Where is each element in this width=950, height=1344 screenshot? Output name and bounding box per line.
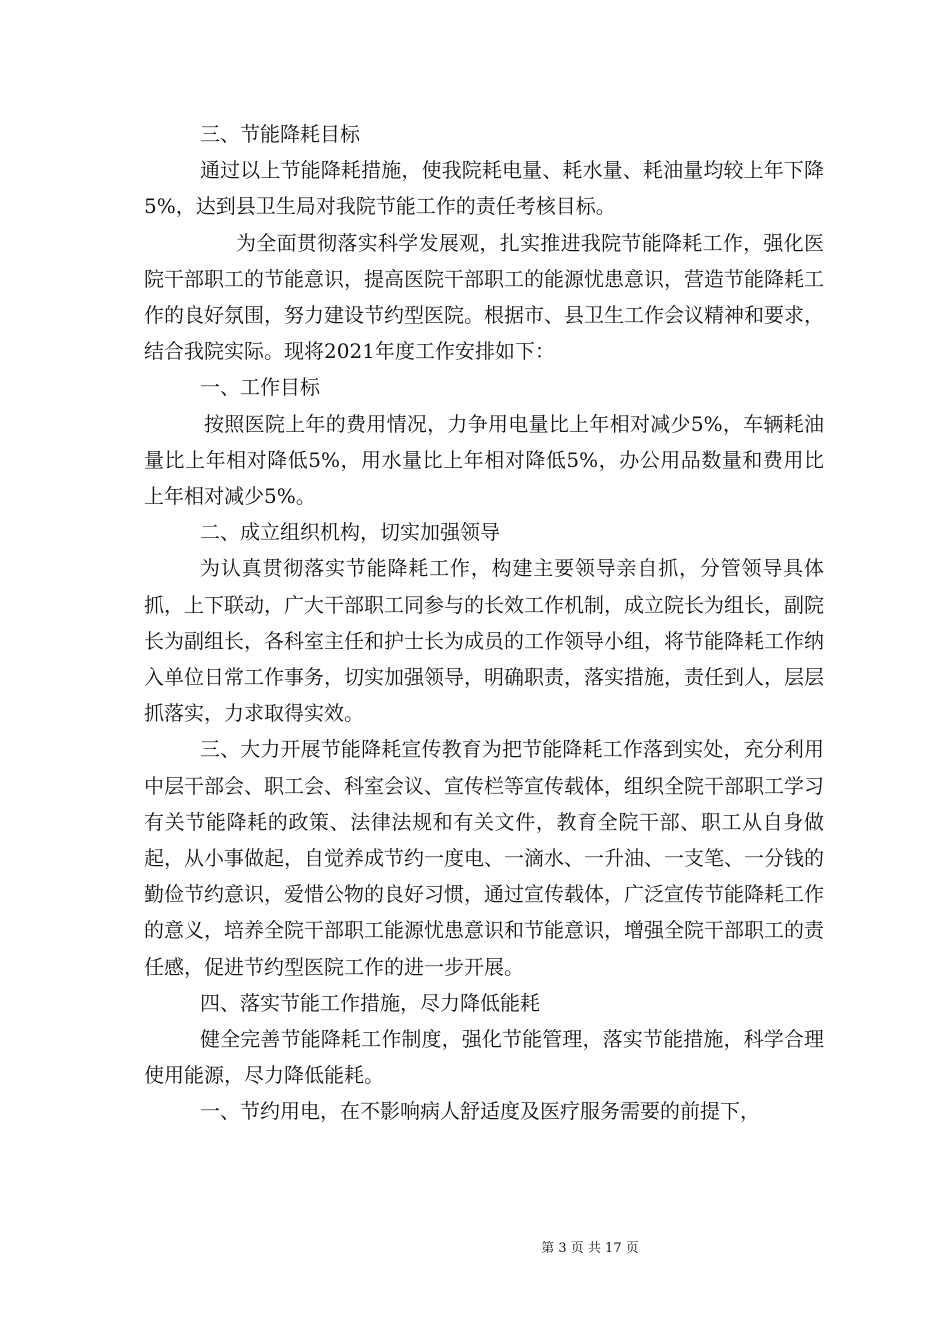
paragraph: 为全面贯彻落实科学发展观，扎实推进我院节能降耗工作，强化医院干部职工的节能意识，提高医院干部职工的能源忧患意识，营造节能降耗工作的良好氛围，努力建设节约型医院。根据市、县卫生工作会议精神和要求，结合我院实际。现将2021年度工作安排如下：: [144, 230, 824, 364]
paragraph: 按照医院上年的费用情况，力争用电量比上年相对减少5%，车辆耗油量比上年相对降低5%，用水量比上年相对降低5%，办公用品数量和费用比上年相对减少5%。: [144, 411, 824, 509]
section-heading: 四、落实节能工作措施，尽力降低能耗: [200, 990, 540, 1015]
paragraph: 三、大力开展节能降耗宣传教育为把节能降耗工作落到实处，充分利用中层干部会、职工会、科室会议、宣传栏等宣传载体，组织全院干部职工学习有关节能降耗的政策、法律法规和有关文件，教育全院干部、职工从自身做起，从小事做起，自觉养成节约一度电、一滴水、一升油、一支笔、一分钱的勤俭节约意识，爱惜公物的良好习惯，通过宣传载体，广泛宣传节能降耗工作的意义，培养全院干部职工能源忧患意识和节能意识，增强全院干部职工的责任感，促进节约型医院工作的进一步开展。: [144, 737, 824, 979]
page-number: 第 3 页 共 17 页: [541, 1241, 639, 1256]
paragraph: 通过以上节能降耗措施，使我院耗电量、耗水量、耗油量均较上年下降5%，达到县卫生局对我院节能工作的责任考核目标。: [144, 158, 824, 219]
paragraph: 为认真贯彻落实节能降耗工作，构建主要领导亲自抓，分管领导具体抓，上下联动，广大干部职工同参与的长效工作机制，成立院长为组长，副院长为副组长，各科室主任和护士长为成员的工作领导小组，将节能降耗工作纳入单位日常工作事务，切实加强领导，明确职责，落实措施，责任到人，层层抓落实，力求取得实效。: [144, 556, 824, 726]
paragraph: 一、节约用电，在不影响病人舒适度及医疗服务需要的前提下，: [200, 1099, 760, 1124]
section-heading: 二、成立组织机构，切实加强领导: [200, 520, 500, 545]
paragraph: 健全完善节能降耗工作制度，强化节能管理，落实节能措施，科学合理使用能源，尽力降低能耗。: [144, 1027, 824, 1088]
section-heading: 一、工作目标: [200, 375, 320, 400]
section-heading: 三、节能降耗目标: [200, 122, 360, 146]
document-body: [144, 116, 824, 1130]
page-footer: [0, 1240, 950, 1258]
